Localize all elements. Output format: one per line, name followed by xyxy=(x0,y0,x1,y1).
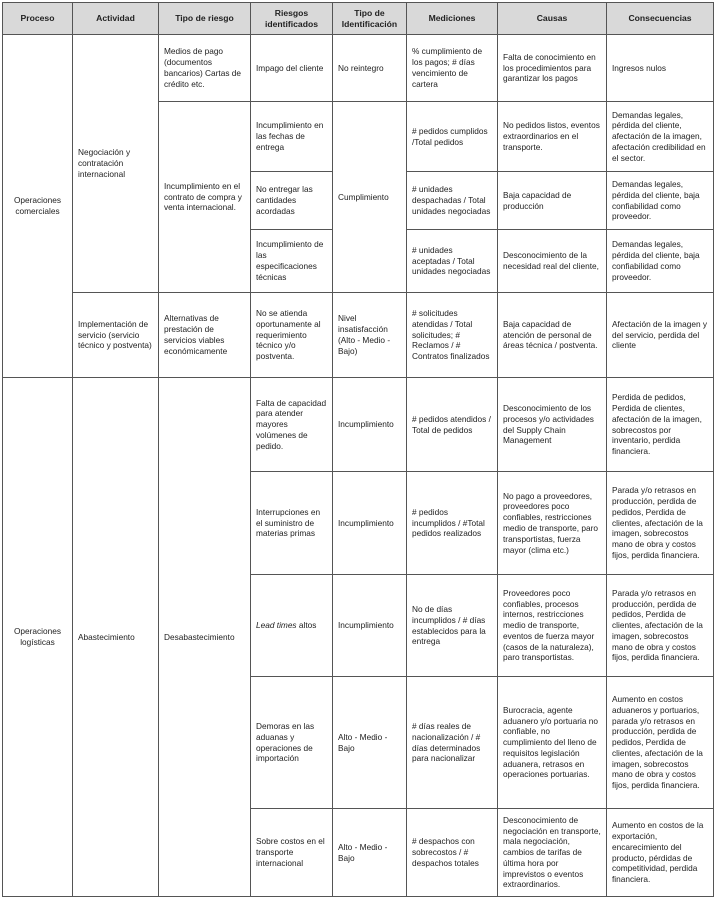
actividad-cell: Negociación y contratación internacional xyxy=(73,35,159,293)
causa-cell: Falta de conocimiento en los procedimientos para garantizar los pagos xyxy=(498,35,607,102)
riesgo-cell: Impago del cliente xyxy=(251,35,333,102)
causa-cell: No pago a proveedores, proveedores poco confiables, restricciones medio de transporte, paro transportistas, fuerza mayor (clima etc.) xyxy=(498,472,607,575)
header-mediciones: Mediciones xyxy=(407,3,498,35)
tipo-riesgo-cell: Desabastecimiento xyxy=(159,378,251,897)
riesgo-italic-text: Lead times xyxy=(256,620,297,631)
causa-cell: Desconocimiento de negociación en transporte, mala negociación, cambios de tarifas de última hora por imprevistos o eventos extraordinarios. xyxy=(498,809,607,897)
header-row xyxy=(3,3,714,35)
causa-cell: Proveedores poco confiables, procesos internos, restricciones medio de transporte, eventos de fuerza mayor (casos de la naturaleza), paro transportistas. xyxy=(498,575,607,677)
consecuencia-cell: Parada y/o retrasos en producción, perdida de pedidos, Perdida de clientes, afectación de la imagen, sobrecostos mano de obra y costos fijos, perdida financiera. xyxy=(607,575,714,677)
medicion-cell: # días reales de nacionalización / # días determinados para nacionalizar xyxy=(407,677,498,809)
consecuencia-cell: Aumento en costos de la exportación, encarecimiento del producto, pérdidas de competitividad, perdida financiera. xyxy=(607,809,714,897)
tipo-identificacion-cell: Nivel insatisfacción (Alto - Medio - Bajo) xyxy=(333,293,407,378)
riesgo-cell: Incumplimiento en las fechas de entrega xyxy=(251,102,333,172)
header-proceso: Proceso xyxy=(3,3,73,35)
header-consecuencias: Consecuencias xyxy=(607,3,714,35)
actividad-cell: Implementación de servicio (servicio técnico y postventa) xyxy=(73,293,159,378)
causa-cell: Desconocimiento de la necesidad real del cliente, xyxy=(498,230,607,293)
actividad-cell: Abastecimiento xyxy=(73,378,159,897)
medicion-cell: # pedidos atendidos / Total de pedidos xyxy=(407,378,498,472)
tipo-identificacion-cell: No reintegro xyxy=(333,35,407,102)
table-row xyxy=(3,293,714,378)
causa-cell: Burocracia, agente aduanero y/o portuaria no confiable, no cumplimiento del lleno de requisitos legislación aduanera, retrasos en operaciones portuarias. xyxy=(498,677,607,809)
riesgo-text: altos xyxy=(296,620,317,631)
header-tipo-identificacion: Tipo de Identificación xyxy=(333,3,407,35)
medicion-cell: % cumplimiento de los pagos; # días vencimiento de cartera xyxy=(407,35,498,102)
tipo-identificacion-cell: Cumplimiento xyxy=(333,102,407,293)
consecuencia-cell: Demandas legales, pérdida del cliente, afectación de la imagen, afectación credibilidad en el sector. xyxy=(607,102,714,172)
causa-cell: Desconocimiento de los procesos y/o actividades del Supply Chain Management xyxy=(498,378,607,472)
riesgo-cell: Demoras en las aduanas y operaciones de importación xyxy=(251,677,333,809)
consecuencia-cell: Parada y/o retrasos en producción, perdida de pedidos, Perdida de clientes, afectación de la imagen, sobrecostos mano de obra y costos fijos, perdida financiera. xyxy=(607,472,714,575)
tipo-identificacion-cell: Incumplimiento xyxy=(333,575,407,677)
medicion-cell: # pedidos incumplidos / #Total pedidos realizados xyxy=(407,472,498,575)
header-causas: Causas xyxy=(498,3,607,35)
causa-cell: No pedidos listos, eventos extraordinarios en el transporte. xyxy=(498,102,607,172)
riesgo-cell: Incumplimiento de las especificaciones técnicas xyxy=(251,230,333,293)
riesgo-cell: Interrupciones en el suministro de materias primas xyxy=(251,472,333,575)
medicion-cell: # unidades aceptadas / Total unidades negociadas xyxy=(407,230,498,293)
tipo-riesgo-cell: Incumplimiento en el contrato de compra y venta internacional. xyxy=(159,102,251,293)
medicion-cell: # solicitudes atendidas / Total solicitudes; # Reclamos / # Contratos finalizados xyxy=(407,293,498,378)
header-riesgos: Riesgos identificados xyxy=(251,3,333,35)
consecuencia-cell: Demandas legales, pérdida del cliente, baja confiabilidad como proveedor. xyxy=(607,172,714,230)
table-row xyxy=(3,35,714,102)
tipo-identificacion-cell: Alto - Medio - Bajo xyxy=(333,809,407,897)
tipo-identificacion-cell: Alto - Medio - Bajo xyxy=(333,677,407,809)
causa-cell: Baja capacidad de atención de personal de áreas técnica / postventa. xyxy=(498,293,607,378)
tipo-riesgo-cell: Medios de pago (documentos bancarios) Cartas de crédito etc. xyxy=(159,35,251,102)
proceso-cell: Operaciones comerciales xyxy=(3,35,73,378)
medicion-cell: # despachos con sobrecostos / # despachos totales xyxy=(407,809,498,897)
consecuencia-cell: Aumento en costos aduaneros y portuarios, parada y/o retrasos en producción, perdida de pedidos, Perdida de clientes, afectación de la imagen, sobrecostos mano de obra y costos fijos, perdida financiera. xyxy=(607,677,714,809)
consecuencia-cell: Afectación de la imagen y del servicio, perdida del cliente xyxy=(607,293,714,378)
header-actividad: Actividad xyxy=(73,3,159,35)
medicion-cell: # pedidos cumplidos /Total pedidos xyxy=(407,102,498,172)
table-row xyxy=(3,378,714,472)
riesgo-cell: No entregar las cantidades acordadas xyxy=(251,172,333,230)
tipo-identificacion-cell: Incumplimiento xyxy=(333,378,407,472)
riesgo-cell: No se atienda oportunamente al requerimiento técnico y/o postventa. xyxy=(251,293,333,378)
header-tipo-riesgo: Tipo de riesgo xyxy=(159,3,251,35)
consecuencia-cell: Demandas legales, pérdida del cliente, baja confiabilidad como proveedor. xyxy=(607,230,714,293)
consecuencia-cell: Ingresos nulos xyxy=(607,35,714,102)
medicion-cell: No de días incumplidos / # días establecidos para la entrega xyxy=(407,575,498,677)
causa-cell: Baja capacidad de producción xyxy=(498,172,607,230)
riesgo-cell: Falta de capacidad para atender mayores volúmenes de pedido. xyxy=(251,378,333,472)
consecuencia-cell: Perdida de pedidos, Perdida de clientes, afectación de la imagen, sobrecostos por inventario, perdida financiera. xyxy=(607,378,714,472)
tipo-identificacion-cell: Incumplimiento xyxy=(333,472,407,575)
riesgo-cell: Sobre costos en el transporte internacional xyxy=(251,809,333,897)
riesgo-cell xyxy=(251,575,333,677)
tipo-riesgo-cell: Alternativas de prestación de servicios viables económicamente xyxy=(159,293,251,378)
proceso-cell: Operaciones logísticas xyxy=(3,378,73,897)
risk-matrix-table xyxy=(2,2,714,897)
medicion-cell: # unidades despachadas / Total unidades negociadas xyxy=(407,172,498,230)
